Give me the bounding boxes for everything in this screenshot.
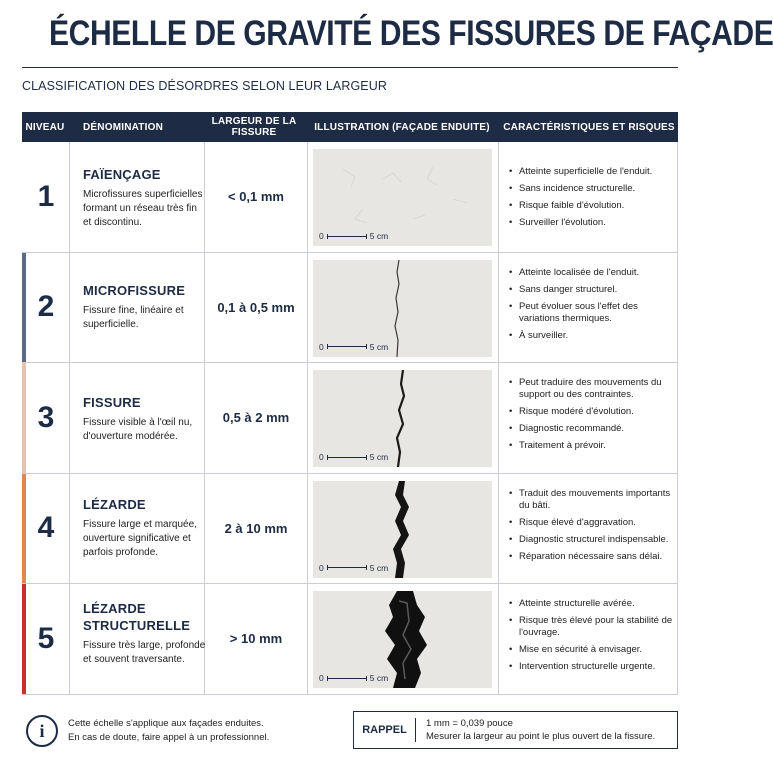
risk-list — [509, 377, 675, 457]
list-item: • Traduit des mouvements importants du bâti. — [509, 488, 675, 512]
list-item: • Sans incidence structurelle. — [509, 183, 675, 195]
crack-width: > 10 mm — [229, 631, 283, 647]
crack-name: FISSURE — [83, 395, 141, 410]
crack-name: FAÏENÇAGE — [83, 167, 161, 182]
list-item: • Peut évoluer sous l'effet des variations thermiques. — [509, 301, 675, 325]
table-row — [22, 584, 678, 695]
scale-indicator: 0 5 cm — [319, 673, 389, 683]
risk-list — [509, 488, 675, 568]
header-risks: CARACTÉRISTIQUES ET RISQUES — [503, 121, 675, 133]
level-number: 2 — [37, 290, 55, 324]
crack-width: 2 à 10 mm — [224, 520, 288, 536]
level-number: 4 — [37, 511, 55, 545]
info-icon: i — [26, 715, 58, 747]
title-divider — [22, 67, 678, 68]
header-illustration: ILLUSTRATION (FAÇADE ENDUITE) — [314, 121, 490, 133]
scale-indicator: 0 5 cm — [319, 231, 389, 241]
rappel-text: 1 mm = 0,039 pouce Mesurer la largeur au point le plus ouvert de la fissure. — [426, 718, 656, 742]
list-item: • Mise en sécurité à envisager. — [509, 644, 675, 656]
risk-list — [509, 267, 675, 347]
list-item: • Peut traduire des mouvements du support ou des contraintes. — [509, 377, 675, 401]
list-item: • Risque faible d'évolution. — [509, 200, 675, 212]
crack-illustration — [313, 370, 492, 467]
risk-list — [509, 598, 675, 678]
level-number: 3 — [37, 400, 55, 434]
scale-indicator: 0 5 cm — [319, 341, 389, 352]
rappel-box — [353, 711, 678, 749]
crack-width: 0,1 à 0,5 mm — [217, 299, 295, 315]
level-number: 1 — [37, 179, 55, 213]
page-subtitle: CLASSIFICATION DES DÉSORDRES SELON LEUR LARGEUR — [22, 79, 387, 93]
crack-description: Microfissures superficielles formant un réseau très fin et discontinu. — [83, 189, 203, 228]
crack-description: Fissure fine, linéaire et superficielle. — [83, 304, 184, 330]
header-name: DÉNOMINATION — [83, 121, 163, 133]
list-item: • Sans danger structurel. — [509, 284, 675, 296]
scale-indicator: 0 5 cm — [319, 452, 389, 462]
scale-indicator: 0 5 cm — [319, 562, 389, 573]
list-item: • Risque modéré d'évolution. — [509, 406, 675, 418]
list-item: • Diagnostic recommandé. — [509, 423, 675, 435]
crack-width: 0,5 à 2 mm — [222, 410, 290, 426]
page-title: ÉCHELLE DE GRAVITÉ DES FISSURES DE FAÇADE — [49, 14, 773, 53]
list-item: • Diagnostic structurel indispensable. — [509, 534, 675, 546]
rappel-label: RAPPEL — [354, 718, 416, 742]
list-item: • Risque élevé d'aggravation. — [509, 517, 675, 529]
severity-table — [22, 112, 678, 695]
table-row — [22, 142, 678, 253]
risk-list — [509, 166, 675, 234]
crack-illustration — [313, 260, 492, 357]
table-header — [22, 112, 678, 142]
list-item: • Atteinte superficielle de l'enduit. — [509, 166, 675, 178]
list-item: • Intervention structurelle urgente. — [509, 661, 675, 673]
crack-name: MICROFISSURE — [83, 282, 186, 298]
list-item: • À surveiller. — [509, 330, 675, 342]
table-row — [22, 253, 678, 364]
footer-note: Cette échelle s'applique aux façades enduites. En cas de doute, faire appel à un professionnel. — [68, 718, 270, 743]
crack-description: Fissure très large, profonde et souvent traversante. — [83, 640, 206, 665]
crack-width: < 0,1 mm — [227, 189, 284, 205]
list-item: • Atteinte structurelle avérée. — [509, 598, 675, 610]
list-item: • Surveiller l'évolution. — [509, 217, 675, 229]
list-item: • Risque très élevé pour la stabilité de l'ouvrage. — [509, 615, 675, 639]
header-width: LARGEUR DE LA FISSURE — [211, 116, 297, 138]
crack-name: LÉZARDE STRUCTURELLE — [83, 601, 191, 633]
crack-illustration — [313, 591, 492, 688]
crack-illustration — [313, 149, 492, 246]
crack-name: LÉZARDE — [83, 496, 146, 512]
table-row — [22, 474, 678, 585]
list-item: • Atteinte localisée de l'enduit. — [509, 267, 675, 279]
list-item: • Réparation nécessaire sans délai. — [509, 551, 675, 563]
crack-description: Fissure visible à l'œil nu, d'ouverture modérée. — [83, 417, 193, 442]
level-number: 5 — [37, 621, 55, 655]
crack-illustration — [313, 481, 492, 578]
table-row — [22, 363, 678, 474]
list-item: • Traitement à prévoir. — [509, 440, 675, 452]
header-level: NIVEAU — [25, 121, 65, 133]
crack-description: Fissure large et marquée, ouverture significative et parfois profonde. — [83, 518, 197, 558]
